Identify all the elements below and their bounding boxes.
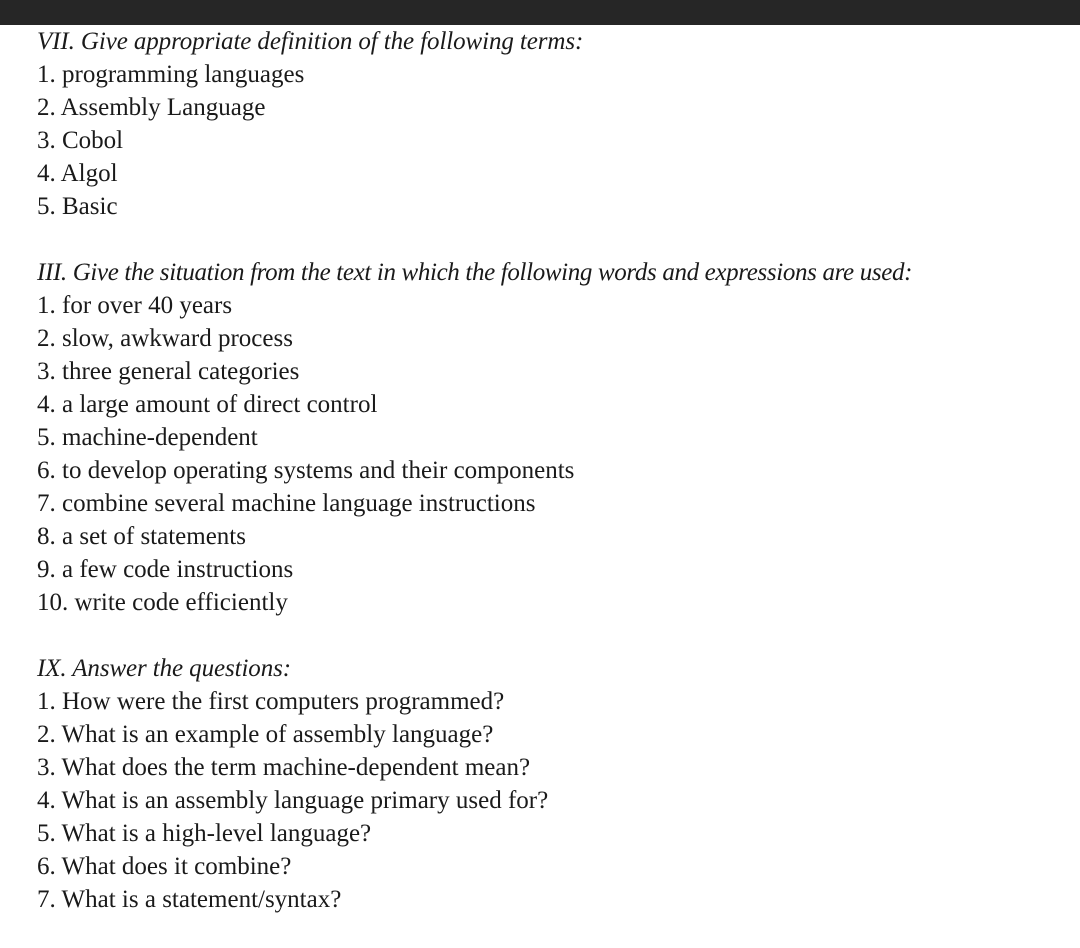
list-item: 2. What is an example of assembly language? [37, 721, 494, 748]
document-page [37, 25, 1080, 916]
question-list [37, 685, 1080, 916]
list-item: 3. Cobol [37, 127, 124, 154]
section-heading: VII. Give appropriate definition of the following terms: [37, 28, 584, 55]
list-item: 4. What is an assembly language primary used for? [37, 787, 549, 814]
list-item: 7. What is a statement/syntax? [37, 886, 342, 913]
list-item: 4. a large amount of direct control [37, 391, 378, 418]
list-item: 5. Basic [37, 193, 118, 220]
list-item: 2. slow, awkward process [37, 325, 293, 352]
expression-list [37, 289, 1080, 619]
list-item: 3. three general categories [37, 358, 300, 385]
list-item: 4. Algol [37, 160, 118, 187]
list-item: 9. a few code instructions [37, 556, 294, 583]
list-item: 1. for over 40 years [37, 292, 233, 319]
list-item: 7. combine several machine language instructions [37, 490, 536, 517]
section-questions [37, 652, 1080, 916]
term-list [37, 58, 1080, 223]
list-item: 2. Assembly Language [37, 94, 266, 121]
section-heading: III. Give the situation from the text in which the following words and expressions are used: [37, 259, 913, 286]
list-item: 6. What does it combine? [37, 853, 292, 880]
section-heading: IX. Answer the questions: [37, 655, 291, 682]
list-item: 6. to develop operating systems and their components [37, 457, 575, 484]
list-item: 8. a set of statements [37, 523, 246, 550]
list-item: 1. programming languages [37, 61, 305, 88]
section-situations [37, 256, 1080, 619]
section-definitions [37, 25, 1080, 223]
list-item: 5. machine-dependent [37, 424, 258, 451]
list-item: 5. What is a high-level language? [37, 820, 372, 847]
top-bar [0, 0, 1080, 25]
list-item: 10. write code efficiently [37, 589, 288, 616]
list-item: 1. How were the first computers programmed? [37, 688, 505, 715]
list-item: 3. What does the term machine-dependent mean? [37, 754, 531, 781]
